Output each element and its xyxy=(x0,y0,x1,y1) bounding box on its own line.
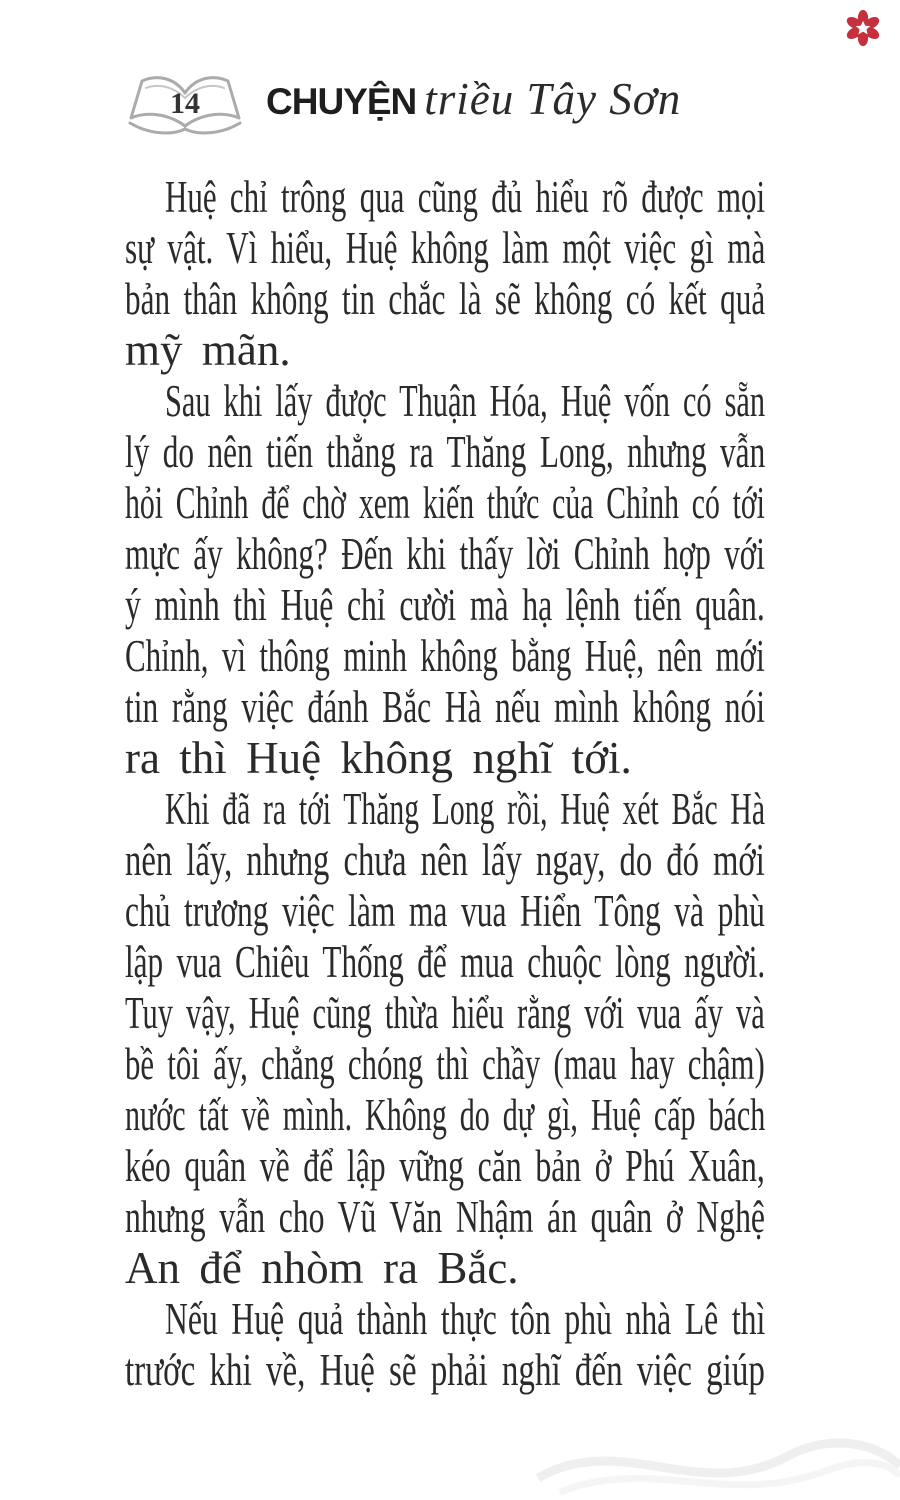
text-line: lý do nên tiến thẳng ra Thăng Long, nhưng vẫn xyxy=(125,427,766,477)
text-line: mực ấy không? Đến khi thấy lời Chỉnh hợp với xyxy=(125,529,765,579)
open-book-icon xyxy=(126,68,244,136)
text-line: Sau khi lấy được Thuận Hóa, Huệ vốn có sẵn xyxy=(165,376,766,426)
paragraph xyxy=(125,1294,765,1396)
paragraph xyxy=(125,376,765,784)
text-line: mỹ mãn. xyxy=(125,325,291,375)
corner-flourish xyxy=(530,1416,900,1496)
paragraph xyxy=(125,172,765,376)
text-line: ra thì Huệ không nghĩ tới. xyxy=(125,733,632,783)
running-title-script: triều Tây Sơn xyxy=(424,74,682,124)
page-number: 14 xyxy=(170,87,200,120)
text-line: ý mình thì Huệ chỉ cười mà hạ lệnh tiến quân. xyxy=(125,580,765,630)
text-line: An để nhòm ra Bắc. xyxy=(125,1243,519,1293)
text-line: Nếu Huệ quả thành thực tôn phù nhà Lê thì xyxy=(165,1294,766,1344)
text-line: kéo quân về để lập vững căn bản ở Phú Xuân, xyxy=(125,1141,765,1191)
text-line: trước khi về, Huệ sẽ phải nghĩ đến việc giúp xyxy=(125,1345,765,1395)
text-line: sự vật. Vì hiểu, Huệ không làm một việc gì mà xyxy=(125,223,766,273)
text-line: Khi đã ra tới Thăng Long rồi, Huệ xét Bắc Hà xyxy=(165,784,765,834)
body-text xyxy=(125,172,765,1396)
running-title-main: CHUYỆN xyxy=(266,81,417,122)
text-line: hỏi Chỉnh để chờ xem kiến thức của Chỉnh có tới xyxy=(125,478,765,528)
text-line: Chỉnh, vì thông minh không bằng Huệ, nên mới xyxy=(125,631,765,681)
running-title xyxy=(266,73,681,131)
text-line: nước tất về mình. Không do dự gì, Huệ cấp bách xyxy=(125,1090,766,1140)
text-line: nhưng vẫn cho Vũ Văn Nhậm án quân ở Nghệ xyxy=(125,1192,766,1242)
text-line: bề tôi ấy, chẳng chóng thì chầy (mau hay chậm) xyxy=(125,1039,765,1089)
page-header xyxy=(126,68,681,136)
paragraph xyxy=(125,784,765,1294)
text-line: nên lấy, nhưng chưa nên lấy ngay, do đó mới xyxy=(125,835,765,885)
text-line: bản thân không tin chắc là sẽ không có kết quả xyxy=(125,274,766,324)
text-line: lập vua Chiêu Thống để mua chuộc lòng người. xyxy=(125,937,766,987)
flower-icon xyxy=(844,8,882,48)
text-line: Tuy vậy, Huệ cũng thừa hiểu rằng với vua ấy và xyxy=(125,988,765,1038)
text-line: tin rằng việc đánh Bắc Hà nếu mình không nói xyxy=(125,682,765,732)
text-line: chủ trương việc làm ma vua Hiển Tông và phù xyxy=(125,886,765,936)
text-line: Huệ chỉ trông qua cũng đủ hiểu rõ được mọi xyxy=(165,172,766,222)
